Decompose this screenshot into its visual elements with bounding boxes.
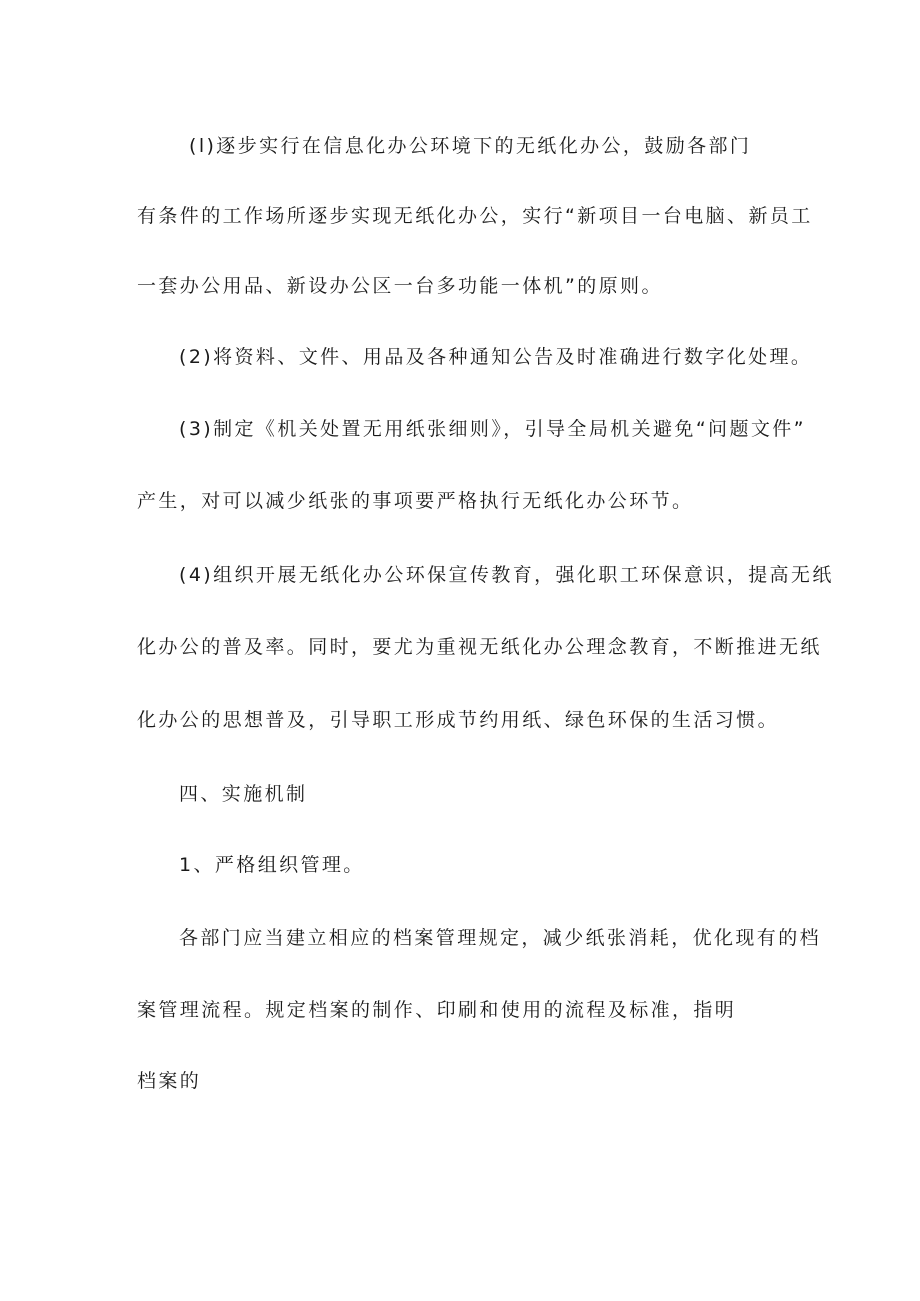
paragraph-5-line-1: 各部门应当建立相应的档案管理规定，减少纸张消耗，优化现有的档 — [179, 927, 822, 949]
paragraph-4-line-2: 化办公的普及率。同时，要尤为重视无纸化办公理念教育，不断推进无纸 — [137, 636, 822, 658]
paragraph-3-line-2: 产生，对可以减少纸张的事项要严格执行无纸化办公环节。 — [137, 490, 694, 512]
paragraph-5-line-2: 案管理流程。规定档案的制作、印刷和使用的流程及标准，指明 — [137, 999, 737, 1021]
paragraph-2-line-1: (2)将资料、文件、用品及各种通知公告及时准确进行数字化处理。 — [179, 346, 813, 368]
paragraph-1-line-1: (l)逐步实行在信息化办公环境下的无纸化办公，鼓励各部门 — [189, 135, 752, 157]
paragraph-4-line-1: (4)组织开展无纸化办公环保宣传教育，强化职工环保意识，提高无纸 — [179, 564, 834, 586]
section-heading: 四、实施机制 — [179, 783, 308, 805]
paragraph-1-line-2: 有条件的工作场所逐步实现无纸化办公，实行“新项目一台电脑、新员工 — [137, 205, 813, 227]
paragraph-4-line-3: 化办公的思想普及，引导职工形成节约用纸、绿色环保的生活习惯。 — [137, 709, 780, 731]
paragraph-1-line-3: 一套办公用品、新设办公区一台多功能一体机”的原则。 — [137, 275, 663, 297]
subsection-heading: 1、严格组织管理。 — [179, 854, 365, 876]
paragraph-3-line-1: (3)制定《机关处置无用纸张细则》，引导全局机关避免“问题文件” — [179, 418, 806, 440]
paragraph-5-line-3: 档案的 — [137, 1070, 202, 1092]
